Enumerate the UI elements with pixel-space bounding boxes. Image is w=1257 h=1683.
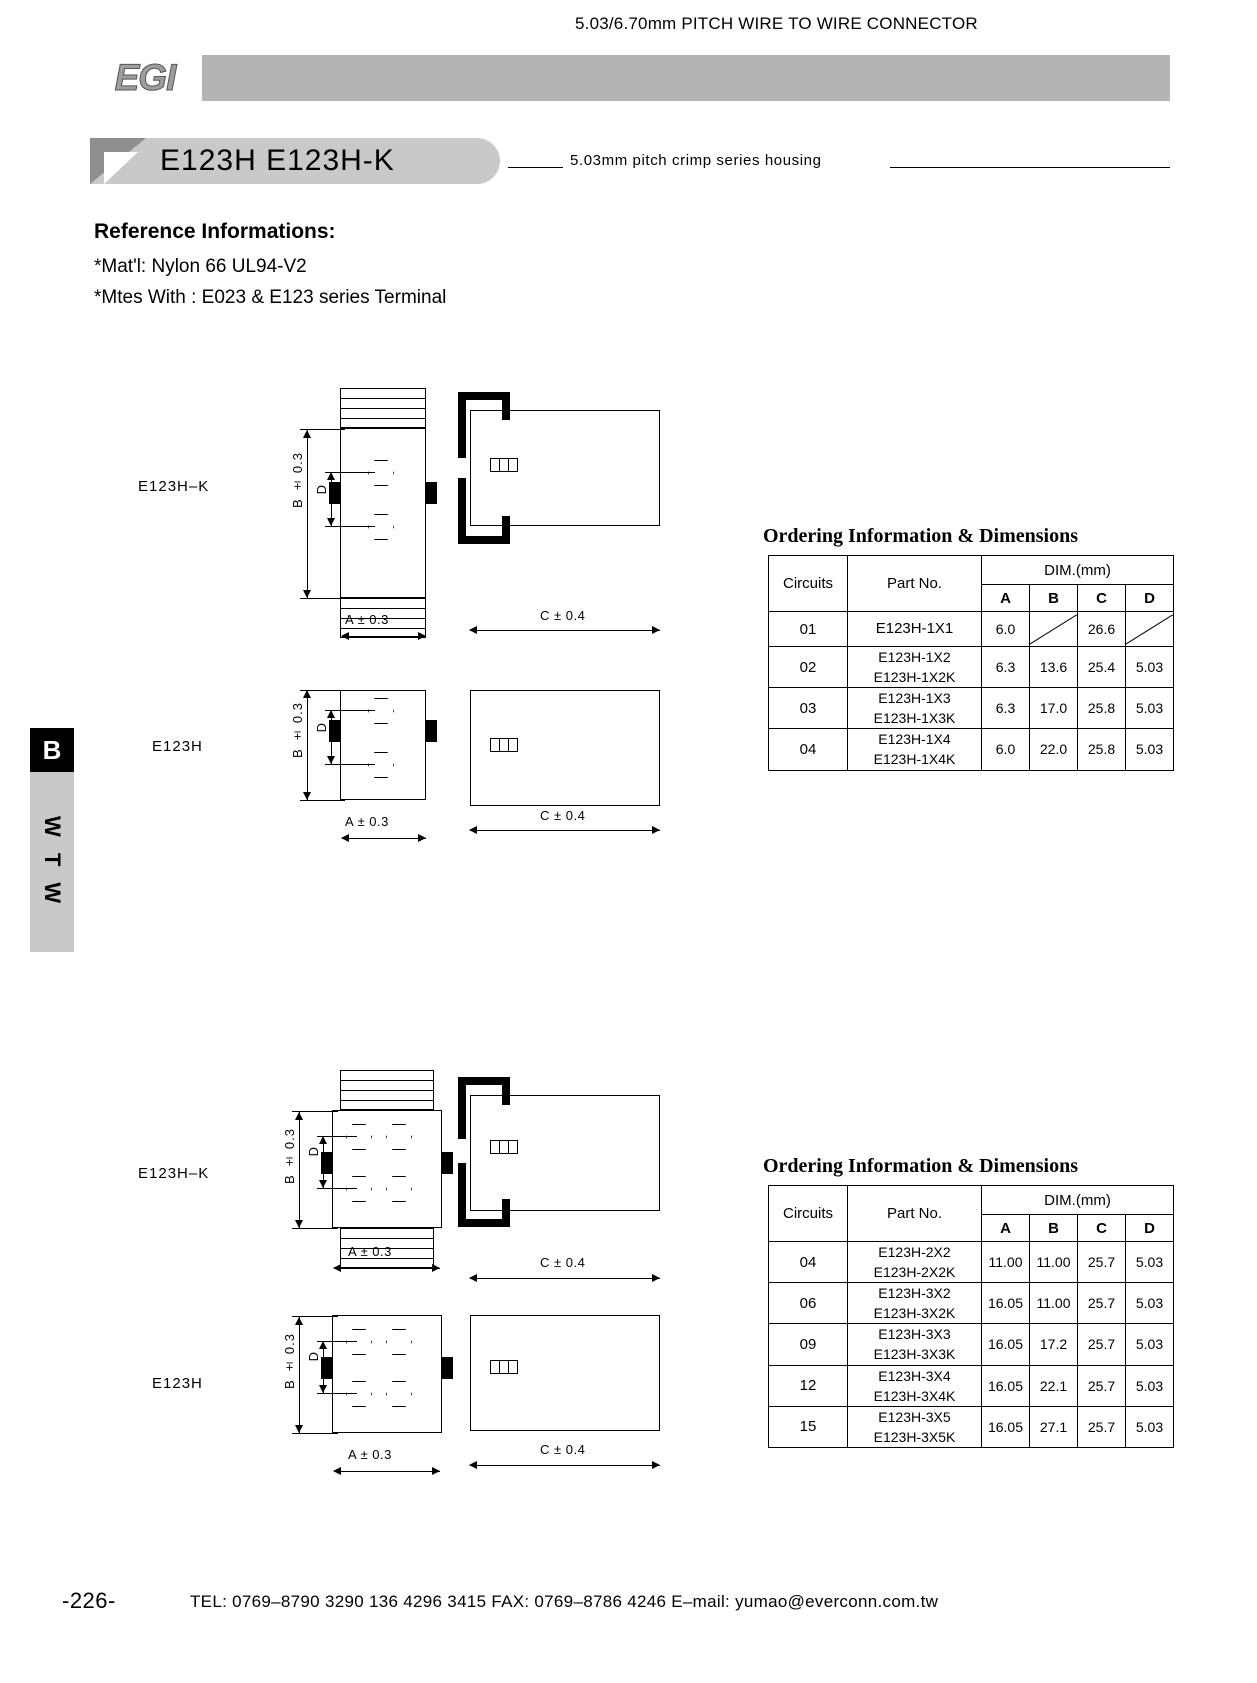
bot-k-dim-c-line xyxy=(470,1278,660,1279)
cell-a: 6.3 xyxy=(982,647,1030,688)
cell-c: 25.8 xyxy=(1078,688,1126,729)
bot-p-dim-d-arrow-up xyxy=(319,1341,327,1349)
cell-d: 5.03 xyxy=(1126,1324,1174,1365)
top-p-dim-b-ext-top xyxy=(300,690,345,691)
cell-partno-line1: E123H-1X2 xyxy=(878,649,951,665)
cell-c: 25.7 xyxy=(1078,1406,1126,1447)
top-k-dim-a-line xyxy=(342,636,426,637)
th-a: A xyxy=(982,585,1030,612)
table-row xyxy=(769,1242,1174,1283)
bot-p-dim-d-text: D xyxy=(306,1351,321,1362)
top-p-side-window-div-1 xyxy=(499,739,500,751)
cell-b xyxy=(1030,612,1078,647)
cell-a: 16.05 xyxy=(982,1324,1030,1365)
cell-partno-line1: E123H-3X3 xyxy=(878,1326,951,1343)
cell-a: 16.05 xyxy=(982,1283,1030,1324)
bot-k-dim-b-ext-bot xyxy=(292,1228,338,1229)
cell-d: 5.03 xyxy=(1126,729,1174,770)
top-k-latch-right xyxy=(425,482,437,504)
top-k-side-window xyxy=(490,458,518,472)
th-circuits: Circuits xyxy=(769,556,848,612)
bot-p-side-window-div-2 xyxy=(508,1361,509,1373)
cell-partno xyxy=(848,1242,982,1283)
th-d: D xyxy=(1126,585,1174,612)
cell-partno xyxy=(848,1365,982,1406)
bot-k-dim-c-arrow-right xyxy=(652,1274,660,1282)
top-p-dim-c-arrow-right xyxy=(652,826,660,834)
cell-b: 22.1 xyxy=(1030,1365,1078,1406)
cell-partno-line2: E123H-3X5K xyxy=(873,1428,956,1445)
page-number: -226- xyxy=(62,1588,116,1613)
cell-partno-line2: E123H-2X2K xyxy=(873,1264,956,1281)
company-logo xyxy=(90,55,200,101)
cell-partno-line1: E123H-1X3 xyxy=(878,690,951,707)
th-c: C xyxy=(1078,1215,1126,1242)
drawing-label-top-k: E123H–K xyxy=(138,478,210,495)
table-row xyxy=(769,1283,1174,1324)
bot-p-dim-c-arrow-left xyxy=(469,1461,477,1469)
cell-partno-line2: E123H-3X2K xyxy=(873,1305,956,1322)
cell-c: 25.7 xyxy=(1078,1283,1126,1324)
logo-text: EGI xyxy=(114,57,176,98)
cell-partno-line1: E123H-1X4 xyxy=(878,731,951,748)
top-p-dim-b-arrow-down xyxy=(303,792,311,800)
reference-heading: Reference Informations: xyxy=(94,220,336,243)
cell-circuits: 09 xyxy=(769,1324,848,1365)
table-row xyxy=(769,729,1174,770)
bot-p-dim-c-text: C ± 0.4 xyxy=(540,1442,586,1457)
top-k-side-hook-upper-v xyxy=(458,398,466,458)
cell-b: 17.2 xyxy=(1030,1324,1078,1365)
ordering-table-top xyxy=(768,555,1174,771)
bot-p-side-window-div-1 xyxy=(499,1361,500,1373)
cell-b: 27.1 xyxy=(1030,1406,1078,1447)
bot-k-dim-c-arrow-left xyxy=(469,1274,477,1282)
cell-circuits: 06 xyxy=(769,1283,848,1324)
page-header xyxy=(90,55,1170,103)
bot-k-dim-b-arrow-down xyxy=(295,1220,303,1228)
top-k-side-hook-lower-tip xyxy=(502,516,510,544)
th-c: C xyxy=(1078,585,1126,612)
bot-p-dim-a-line xyxy=(334,1471,440,1472)
reference-line-1: *Mat'l: Nylon 66 UL94-V2 xyxy=(94,256,307,277)
bot-k-front-body xyxy=(332,1110,442,1228)
top-k-dim-c-line xyxy=(470,630,660,631)
top-p-latch-right xyxy=(425,720,437,742)
cell-b: 17.0 xyxy=(1030,688,1078,729)
cell-c: 26.6 xyxy=(1078,612,1126,647)
bot-k-latch-right xyxy=(441,1152,453,1174)
cell-a: 11.00 xyxy=(982,1242,1030,1283)
top-k-dim-c-text: C ± 0.4 xyxy=(540,608,586,623)
top-k-dim-a-text: A ± 0.3 xyxy=(345,612,389,627)
reference-line-2: *Mtes With : E023 & E123 series Terminal xyxy=(94,287,447,308)
bot-p-dim-b-ext-top xyxy=(292,1316,338,1317)
cell-c: 25.8 xyxy=(1078,729,1126,770)
drawing-label-bottom-plain: E123H xyxy=(152,1375,203,1392)
top-p-dim-b-text: B ± 0.3 xyxy=(290,702,305,758)
bot-k-dim-b-arrow-up xyxy=(295,1112,303,1120)
bot-p-dim-d-ext-top xyxy=(317,1341,357,1342)
th-d: D xyxy=(1126,1215,1174,1242)
pitch-rule-left xyxy=(508,167,563,168)
cell-circuits: 03 xyxy=(769,688,848,729)
cell-d: 5.03 xyxy=(1126,1283,1174,1324)
bot-k-dim-a-arrow-right xyxy=(432,1264,440,1272)
cell-b: 22.0 xyxy=(1030,729,1078,770)
top-k-dim-d-arrow-up xyxy=(327,472,335,480)
bot-k-dim-b-text: B ± 0.3 xyxy=(282,1128,297,1184)
top-k-dim-b-arrow-down xyxy=(303,590,311,598)
bot-k-dim-a-arrow-left xyxy=(333,1264,341,1272)
top-p-dim-c-text: C ± 0.4 xyxy=(540,808,586,823)
bot-p-dim-a-arrow-right xyxy=(432,1467,440,1475)
table-row xyxy=(769,1324,1174,1365)
top-k-dim-b-text: B ± 0.3 xyxy=(290,452,305,508)
part-title: E123H E123H-K xyxy=(160,144,395,177)
cell-a: 6.3 xyxy=(982,688,1030,729)
ordering-table-bottom xyxy=(768,1185,1174,1448)
bot-k-side-window-div-2 xyxy=(508,1141,509,1153)
top-p-dim-a-arrow-left xyxy=(341,834,349,842)
top-p-dim-c-line xyxy=(470,830,660,831)
drawing-label-top-plain: E123H xyxy=(152,738,203,755)
cell-partno xyxy=(848,1283,982,1324)
header-bar xyxy=(202,55,1170,101)
cell-partno-line1: E123H-3X2 xyxy=(878,1285,951,1302)
pitch-rule-right xyxy=(890,167,1170,168)
cell-partno-line1: E123H-2X2 xyxy=(878,1244,951,1260)
cell-partno-line2: E123H-1X2K xyxy=(873,669,956,686)
cell-circuits: 02 xyxy=(769,647,848,688)
cell-circuits: 15 xyxy=(769,1406,848,1447)
bot-p-front-body xyxy=(332,1315,442,1433)
bot-p-dim-c-arrow-right xyxy=(652,1461,660,1469)
cell-a: 16.05 xyxy=(982,1406,1030,1447)
table-row xyxy=(769,647,1174,688)
bot-p-dim-b-ext-bot xyxy=(292,1433,338,1434)
bot-p-side-window xyxy=(490,1360,518,1374)
bot-k-front-top-ribs xyxy=(340,1070,434,1110)
bot-p-dim-b-arrow-down xyxy=(295,1425,303,1433)
cell-partno-line1: E123H-3X4 xyxy=(878,1367,951,1384)
bot-p-dim-d-ext-bot xyxy=(317,1393,357,1394)
cell-a: 6.0 xyxy=(982,729,1030,770)
th-circuits: Circuits xyxy=(769,1186,848,1242)
bot-p-latch-right xyxy=(441,1357,453,1379)
top-k-dim-d-ext-top xyxy=(325,472,375,473)
cell-partno-line2: E123H-1X4K xyxy=(873,751,956,768)
top-p-dim-b-arrow-up xyxy=(303,690,311,698)
section-tab-wtw-label: W T W xyxy=(40,815,65,909)
top-p-side-window xyxy=(490,738,518,752)
bot-k-dim-d-ext-bot xyxy=(317,1188,357,1189)
cell-partno-line2: E123H-3X3K xyxy=(873,1346,956,1363)
bot-k-side-window xyxy=(490,1140,518,1154)
th-dim: DIM.(mm) xyxy=(982,1186,1174,1215)
bot-k-dim-c-text: C ± 0.4 xyxy=(540,1255,586,1270)
bot-k-dim-a-line xyxy=(334,1268,440,1269)
bot-p-dim-c-line xyxy=(470,1465,660,1466)
bot-p-dim-d-arrow-down xyxy=(319,1385,327,1393)
cell-d: 5.03 xyxy=(1126,688,1174,729)
top-p-dim-c-arrow-left xyxy=(469,826,477,834)
section-tab-wtw xyxy=(30,772,74,952)
top-k-dim-d-text: D xyxy=(314,484,329,495)
cell-circuits: 01 xyxy=(769,612,848,647)
table-bottom-title: Ordering Information & Dimensions xyxy=(763,1155,1078,1177)
top-p-dim-a-arrow-right xyxy=(418,834,426,842)
top-k-side-hook-upper-tip xyxy=(502,392,510,420)
top-k-dim-d-ext-bot xyxy=(325,526,375,527)
top-k-dim-c-arrow-left xyxy=(469,626,477,634)
cell-c: 25.7 xyxy=(1078,1242,1126,1283)
cell-partno xyxy=(848,688,982,729)
bot-p-dim-b-arrow-up xyxy=(295,1317,303,1325)
top-p-dim-b-ext-bot xyxy=(300,800,345,801)
top-p-dim-d-ext-bot xyxy=(325,764,375,765)
bot-k-side-window-div-1 xyxy=(499,1141,500,1153)
cell-partno xyxy=(848,729,982,770)
table-row xyxy=(769,1406,1174,1447)
bot-k-dim-d-arrow-up xyxy=(319,1136,327,1144)
cell-b: 13.6 xyxy=(1030,647,1078,688)
section-tab-letter: B xyxy=(30,728,74,772)
top-p-dim-d-arrow-up xyxy=(327,710,335,718)
bot-p-dim-b-text: B ± 0.3 xyxy=(282,1333,297,1389)
top-k-front-top-ribs xyxy=(340,388,426,428)
table-row xyxy=(769,1186,1174,1215)
cell-b: 11.00 xyxy=(1030,1283,1078,1324)
pitch-note: 5.03mm pitch crimp series housing xyxy=(570,152,822,169)
series-title: E023H/E123H SERIES xyxy=(128,8,458,43)
th-partno: Part No. xyxy=(848,556,982,612)
table-top-title: Ordering Information & Dimensions xyxy=(763,525,1078,547)
cell-circuits: 04 xyxy=(769,1242,848,1283)
bot-k-dim-d-text: D xyxy=(306,1146,321,1157)
bot-k-dim-d-ext-top xyxy=(317,1136,357,1137)
th-partno: Part No. xyxy=(848,1186,982,1242)
top-k-dim-a-arrow-left xyxy=(341,632,349,640)
table-row xyxy=(769,556,1174,585)
bot-k-dim-b-line xyxy=(299,1112,300,1228)
top-k-dim-b-ext-bot xyxy=(300,598,345,599)
bot-k-side-hook-upper-v xyxy=(458,1083,466,1139)
cell-d: 5.03 xyxy=(1126,1406,1174,1447)
bot-k-side-hook-lower-tip xyxy=(502,1199,510,1227)
top-p-dim-d-ext-top xyxy=(325,710,375,711)
top-p-dim-a-text: A ± 0.3 xyxy=(345,814,389,829)
cell-partno: E123H-1X1 xyxy=(848,612,982,647)
top-k-dim-b-ext-top xyxy=(300,429,345,430)
cell-partno-line2: E123H-1X3K xyxy=(873,710,956,727)
bot-k-dim-d-arrow-down xyxy=(319,1180,327,1188)
cell-d: 5.03 xyxy=(1126,1242,1174,1283)
top-p-dim-d-arrow-down xyxy=(327,756,335,764)
series-subtitle: 5.03/6.70mm PITCH WIRE TO WIRE CONNECTOR xyxy=(575,14,978,33)
top-k-dim-c-arrow-right xyxy=(652,626,660,634)
cell-b: 11.00 xyxy=(1030,1242,1078,1283)
bot-k-side-hook-lower-v xyxy=(458,1163,466,1219)
bot-p-dim-a-arrow-left xyxy=(333,1467,341,1475)
cell-c: 25.7 xyxy=(1078,1324,1126,1365)
top-k-dim-b-arrow-up xyxy=(303,430,311,438)
top-k-side-window-div-1 xyxy=(499,459,500,471)
th-a: A xyxy=(982,1215,1030,1242)
top-k-side-hook-lower-v xyxy=(458,478,466,538)
cell-partno xyxy=(848,1324,982,1365)
title-triangle-inner-icon xyxy=(104,152,138,184)
top-k-dim-d-arrow-down xyxy=(327,518,335,526)
top-k-dim-b-line xyxy=(307,430,308,598)
cell-d xyxy=(1126,612,1174,647)
table-row xyxy=(769,688,1174,729)
top-p-dim-d-text: D xyxy=(314,722,329,733)
cell-c: 25.4 xyxy=(1078,647,1126,688)
top-k-front-body xyxy=(340,428,426,598)
top-p-side-window-div-2 xyxy=(508,739,509,751)
cell-partno xyxy=(848,1406,982,1447)
cell-circuits: 12 xyxy=(769,1365,848,1406)
drawing-label-bottom-k: E123H–K xyxy=(138,1165,210,1182)
top-p-dim-a-line xyxy=(342,838,426,839)
cell-partno-line2: E123H-3X4K xyxy=(873,1387,956,1404)
bot-k-dim-a-text: A ± 0.3 xyxy=(348,1244,392,1259)
th-b: B xyxy=(1030,1215,1078,1242)
bot-k-side-hook-upper-tip xyxy=(502,1077,510,1105)
cell-c: 25.7 xyxy=(1078,1365,1126,1406)
footer-contact: TEL: 0769–8790 3290 136 4296 3415 FAX: 0769–8786 4246 E–mail: yumao@everconn.com.tw xyxy=(190,1592,939,1611)
cell-partno xyxy=(848,647,982,688)
cell-circuits: 04 xyxy=(769,729,848,770)
bot-k-dim-b-ext-top xyxy=(292,1111,338,1112)
bot-p-dim-a-text: A ± 0.3 xyxy=(348,1447,392,1462)
cell-a: 6.0 xyxy=(982,612,1030,647)
th-b: B xyxy=(1030,585,1078,612)
th-dim: DIM.(mm) xyxy=(982,556,1174,585)
top-k-dim-a-arrow-right xyxy=(418,632,426,640)
cell-d: 5.03 xyxy=(1126,647,1174,688)
top-k-side-window-div-2 xyxy=(508,459,509,471)
cell-partno-line1: E123H-3X5 xyxy=(878,1408,951,1425)
table-row xyxy=(769,612,1174,647)
top-p-dim-b-line xyxy=(307,690,308,800)
bot-p-dim-b-line xyxy=(299,1317,300,1433)
cell-a: 16.05 xyxy=(982,1365,1030,1406)
cell-d: 5.03 xyxy=(1126,1365,1174,1406)
table-row xyxy=(769,1365,1174,1406)
